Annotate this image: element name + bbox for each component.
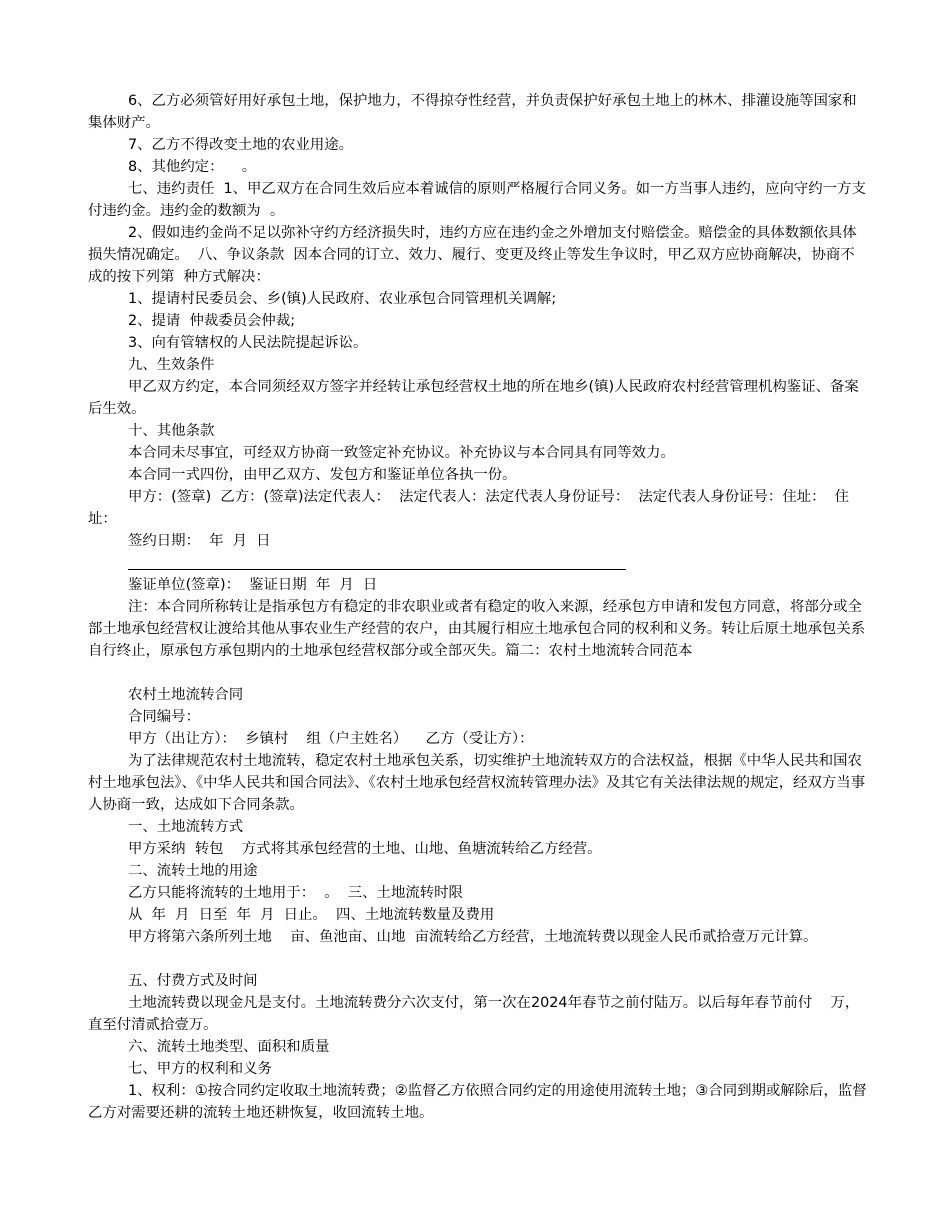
contract-title: 农村土地流转合同 bbox=[128, 687, 244, 703]
certification-line: 鉴证单位(签章)： 鉴证日期 年 月 日 bbox=[128, 577, 378, 593]
paragraph: 3、向有管辖权的人民法院提起诉讼。 bbox=[128, 335, 368, 351]
paragraph: 本合同未尽事宜，可经双方协商一致签定补充协议。补充协议与本合同具有同等效力。 bbox=[128, 445, 675, 461]
paragraph: 为了法律规范农村土地流转，稳定农村土地承包关系，切实维护土地流转双方的合法权益，根据《中华人民共和国农村土地承包法》、《中华人民共和国合同法》、《农村土地承包经营权流转管理办法》及其它有关法律法规的规定，经双方当事人协商一致，达成如下合同条款。 bbox=[88, 753, 866, 813]
paragraph: 本合同一式四份，由甲乙双方、发包方和鉴证单位各执一份。 bbox=[128, 467, 517, 483]
section-heading: 七、甲方的权利和义务 bbox=[128, 1061, 272, 1077]
section-heading: 六、流转土地类型、面积和质量 bbox=[128, 1039, 330, 1055]
paragraph: 2、假如违约金尚不足以弥补守约方经济损失时，违约方应在违约金之外增加支付赔偿金。赔偿金的具体数额依具体损失情况确定。 八、争议条款 因本合同的订立、效力、履行、变更及终止等发生争议时，甲乙双方应协商解决，协商不成的按下列第 种方式解决： bbox=[88, 225, 857, 285]
paragraph: 6、乙方必须管好用好承包土地，保护地力，不得掠夺性经营，并负责保护好承包土地上的林木、排灌设施等国家和集体财产。 bbox=[88, 93, 857, 131]
note-paragraph: 注：本合同所称转让是指承包方有稳定的非农职业或者有稳定的收入来源，经承包方申请和发包方同意，将部分或全部土地承包经营权让渡给其他从事农业生产经营的农户，由其履行相应土地承包合同的权利和义务。转让后原土地承包关系自行终止，原承包方承包期内的土地承包经营权部分或全部灭失。篇二：农村土地流转合同范本 bbox=[88, 599, 866, 659]
paragraph: 1、提请村民委员会、乡(镇)人民政府、农业承包合同管理机关调解; bbox=[128, 291, 557, 307]
section-heading: 五、付费方式及时间 bbox=[128, 973, 258, 989]
signature-block: 甲方：(签章) 乙方：(签章)法定代表人： 法定代表人：法定代表人身份证号： 法定代表人身份证号：住址： 住址： bbox=[88, 489, 850, 527]
paragraph: 1、权利：①按合同约定收取土地流转费；②监督乙方依照合同约定的用途使用流转土地；③合同到期或解除后，监督乙方对需要还耕的流转土地还耕恢复，收回流转土地。 bbox=[88, 1083, 867, 1121]
paragraph: 2、提请 仲裁委员会仲裁; bbox=[128, 313, 296, 329]
signing-date: 签约日期： 年 月 日 bbox=[128, 533, 271, 549]
contract-number: 合同编号： bbox=[128, 709, 200, 725]
signature-line bbox=[128, 569, 626, 570]
paragraph: 土地流转费以现金凡是支付。土地流转费分六次支付，第一次在2024年春节之前付陆万。以后每年春节前付 万，直至付清贰拾壹万。 bbox=[88, 995, 860, 1033]
paragraph: 从 年 月 日至 年 月 日止。 四、土地流转数量及费用 bbox=[128, 907, 495, 923]
section-heading: 九、生效条件 bbox=[128, 357, 215, 373]
paragraph: 甲方采纳 转包 方式将其承包经营的土地、山地、鱼塘流转给乙方经营。 bbox=[128, 841, 602, 857]
section-heading: 一、土地流转方式 bbox=[128, 819, 244, 835]
paragraph: 七、违约责任 1、甲乙双方在合同生效后应本着诚信的原则严格履行合同义务。如一方当事人违约，应向守约一方支付违约金。违约金的数额为 。 bbox=[88, 181, 866, 219]
section-heading: 十、其他条款 bbox=[128, 423, 215, 439]
paragraph: 甲方将第六条所列土地 亩、鱼池亩、山地 亩流转给乙方经营，土地流转费以现金人民币贰拾壹万元计算。 bbox=[128, 929, 818, 945]
paragraph: 8、其他约定： 。 bbox=[128, 159, 257, 175]
paragraph: 乙方只能将流转的土地用于： 。 三、土地流转时限 bbox=[128, 885, 463, 901]
paragraph: 甲乙双方约定，本合同须经双方签字并经转让承包经营权土地的所在地乡(镇)人民政府农村经营管理机构鉴证、备案后生效。 bbox=[88, 379, 859, 417]
parties-line: 甲方（出让方）： 乡镇村 组（户主姓名） 乙方（受让方）： bbox=[128, 731, 534, 747]
section-heading: 二、流转土地的用途 bbox=[128, 863, 258, 879]
paragraph: 7、乙方不得改变土地的农业用途。 bbox=[128, 137, 354, 153]
